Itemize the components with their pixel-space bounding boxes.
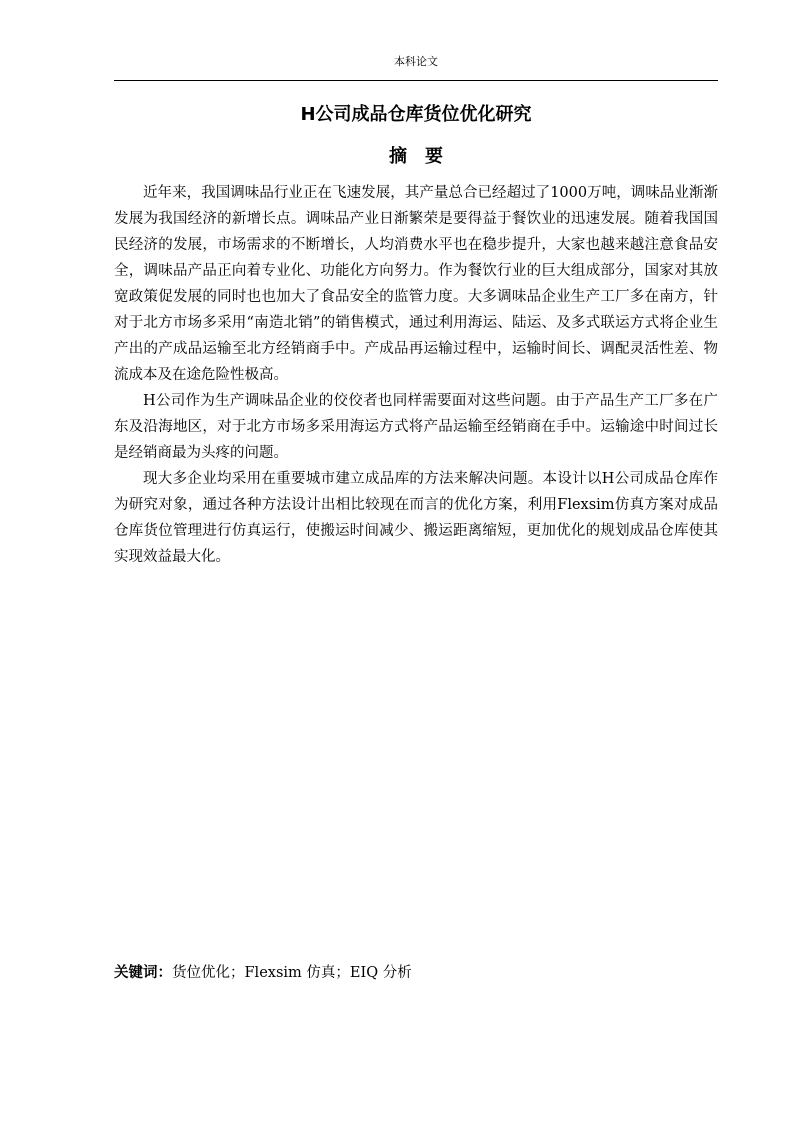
keywords-label: 关键词：: [114, 965, 172, 981]
document-title: H公司成品仓库货位优化研究: [300, 104, 532, 125]
abstract-body: [114, 180, 718, 570]
abstract-paragraph-2: H公司作为生产调味品企业的佼佼者也同样需要面对这些问题。由于产品生产工厂多在广东及沿海地区，对于北方市场多采用海运方式将产品运输至经销商在手中。运输途中时间过长是经销商最为头疼的问题。: [114, 393, 718, 461]
header-divider: [114, 80, 718, 81]
keywords-line: [114, 960, 718, 986]
abstract-heading: 摘要: [389, 146, 461, 167]
running-header: 本科论文: [394, 55, 438, 68]
abstract-paragraph-3: 现大多企业均采用在重要城市建立成品库的方法来解决问题。本设计以H公司成品仓库作为研究对象，通过各种方法设计出相比较现在而言的优化方案，利用Flexsim仿真方案对成品仓库货位管理进行仿真运行，使搬运时间减少、搬运距离缩短，更加优化的规划成品仓库使其实现效益最大化。: [114, 471, 718, 565]
keywords-text: 货位优化；Flexsim 仿真；EIQ 分析: [172, 965, 412, 981]
abstract-paragraph-1: 近年来，我国调味品行业正在飞速发展，其产量总合已经超过了1000万吨，调味品业渐渐发展为我国经济的新增长点。调味品产业日渐繁荣是要得益于餐饮业的迅速发展。随着我国国民经济的发展，市场需求的不断增长，人均消费水平也在稳步提升，大家也越来越注意食品安全，调味品产品正向着专业化、功能化方向努力。作为餐饮行业的巨大组成部分，国家对其放宽政策促发展的同时也也加大了食品安全的监管力度。大多调味品企业生产工厂多在南方，针对于北方市场多采用“南造北销”的销售模式，通过利用海运、陆运、及多式联运方式将企业生产出的产成品运输至北方经销商手中。产成品再运输过程中，运输时间长、调配灵活性差、物流成本及在途危险性极高。: [114, 185, 718, 383]
